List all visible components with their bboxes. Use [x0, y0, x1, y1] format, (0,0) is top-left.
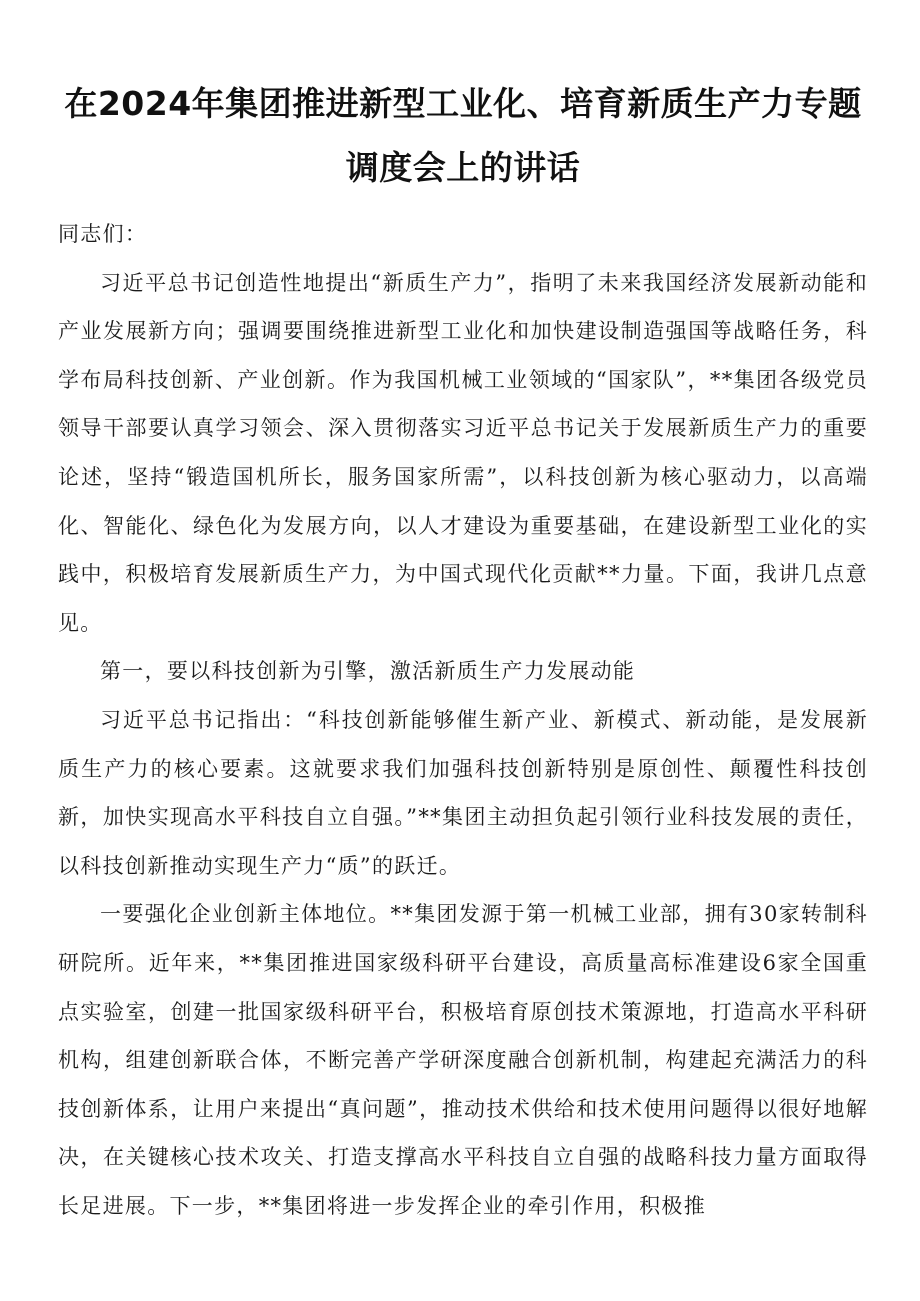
paragraph-quote: 习近平总书记指出：“科技创新能够催生新产业、新模式、新动能，是发展新质生产力的核心要素。这就要求我们加强科技创新特别是原创性、颠覆性科技创新，加快实现高水平科技自立自强。”**集团主动担负起引领行业科技发展的责任，以科技创新推动实现生产力“质”的跃迁。 [58, 707, 868, 878]
document-body [58, 210, 868, 1230]
title-line-2: 调度会上的讲话 [345, 148, 581, 187]
document-title [58, 0, 868, 200]
title-line-1: 在2024年集团推进新型工业化、培育新质生产力专题 [64, 84, 862, 123]
salutation: 同志们： [58, 222, 148, 246]
section-heading-1: 第一，要以科技创新为引擎，激活新质生产力发展动能 [100, 659, 636, 684]
paragraph-point-1: 一要强化企业创新主体地位。**集团发源于第一机械工业部，拥有30家转制科研院所。近年来，**集团推进国家级科研平台建设，高质量高标准建设6家全国重点实验室，创建一批国家级科研平台，积极培育原创技术策源地，打造高水平科研机构，组建创新联合体，不断完善产学研深度融合创新机制，构建起充满活力的科技创新体系，让用户来提出“真问题”，推动技术供给和技术使用问题得以很好地解决，在关键核心技术攻关、打造支撑高水平科技自立自强的战略科技力量方面取得长足进展。下一步，**集团将进一步发挥企业的牵引作用，积极推 [58, 902, 868, 1218]
paragraph-intro: 习近平总书记创造性地提出“新质生产力”，指明了未来我国经济发展新动能和产业发展新方向；强调要围绕推进新型工业化和加快建设制造强国等战略任务，科学布局科技创新、产业创新。作为我国机械工业领域的“国家队”，**集团各级党员领导干部要认真学习领会、深入贯彻落实习近平总书记关于发展新质生产力的重要论述，坚持“锻造国机所长，服务国家所需”，以科技创新为核心驱动力，以高端化、智能化、绿色化为发展方向，以人才建设为重要基础，在建设新型工业化的实践中，积极培育发展新质生产力，为中国式现代化贡献**力量。下面，我讲几点意见。 [58, 270, 868, 635]
